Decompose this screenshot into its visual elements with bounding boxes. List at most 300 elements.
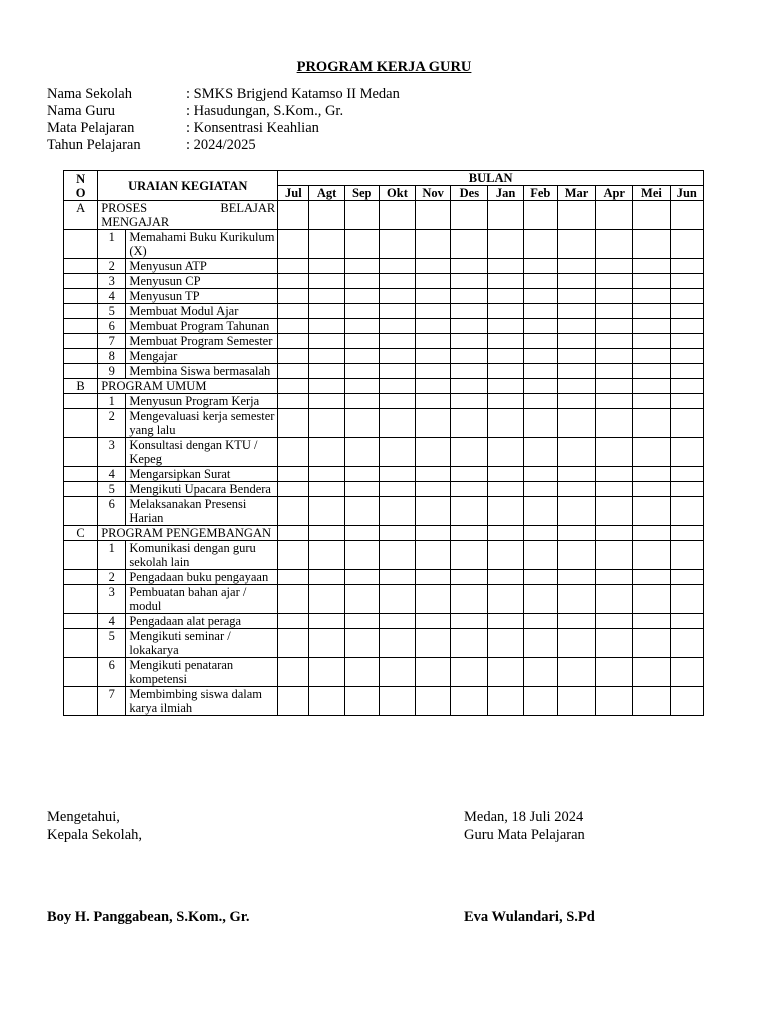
activity-text: Membimbing siswa dalam karya ilmiah — [126, 687, 278, 716]
bulan-header: BULAN — [278, 171, 704, 186]
left-line1: Mengetahui, — [47, 809, 120, 825]
month-cell — [379, 289, 415, 304]
month-cell — [416, 304, 451, 319]
month-cell — [451, 658, 488, 687]
activity-row — [64, 304, 704, 319]
month-cell — [633, 364, 670, 379]
activity-number: 4 — [98, 289, 126, 304]
month-cell — [278, 364, 309, 379]
month-cell — [523, 394, 557, 409]
month-cell — [278, 614, 309, 629]
month-cell — [488, 334, 523, 349]
month-cell — [451, 482, 488, 497]
right-line1: Medan, 18 Juli 2024 — [464, 809, 584, 825]
month-cell — [670, 409, 703, 438]
month-cell — [488, 570, 523, 585]
month-cell — [557, 274, 595, 289]
activity-text: Membina Siswa bermasalah — [126, 364, 278, 379]
month-cell — [451, 687, 488, 716]
month-cell — [416, 467, 451, 482]
month-cell — [344, 658, 379, 687]
month-cell — [670, 482, 703, 497]
month-cell — [309, 379, 344, 394]
month-cell — [633, 467, 670, 482]
month-cell — [278, 349, 309, 364]
month-cell — [557, 334, 595, 349]
month-cell — [523, 334, 557, 349]
month-cell — [488, 319, 523, 334]
month-cell — [309, 658, 344, 687]
empty-cell — [64, 274, 98, 289]
month-cell — [596, 585, 633, 614]
month-cell — [278, 526, 309, 541]
month-cell — [278, 438, 309, 467]
month-cell — [278, 482, 309, 497]
month-header: Nov — [416, 186, 451, 201]
empty-cell — [64, 629, 98, 658]
section-letter: B — [64, 379, 98, 394]
month-cell — [596, 541, 633, 570]
info-label: Nama Sekolah — [47, 86, 132, 102]
month-cell — [309, 394, 344, 409]
month-cell — [416, 379, 451, 394]
month-cell — [451, 467, 488, 482]
activity-row — [64, 658, 704, 687]
activity-text: Menyusun TP — [126, 289, 278, 304]
month-cell — [309, 629, 344, 658]
info-label: Mata Pelajaran — [47, 120, 135, 136]
month-cell — [557, 438, 595, 467]
month-cell — [523, 482, 557, 497]
month-cell — [451, 201, 488, 230]
activity-number: 7 — [98, 334, 126, 349]
month-cell — [670, 274, 703, 289]
month-cell — [596, 319, 633, 334]
month-cell — [416, 364, 451, 379]
month-cell — [344, 319, 379, 334]
month-cell — [379, 438, 415, 467]
section-row — [64, 526, 704, 541]
empty-cell — [64, 289, 98, 304]
month-cell — [633, 289, 670, 304]
month-cell — [633, 497, 670, 526]
month-cell — [451, 526, 488, 541]
month-cell — [633, 319, 670, 334]
month-cell — [488, 349, 523, 364]
month-cell — [309, 438, 344, 467]
month-header: Des — [451, 186, 488, 201]
month-cell — [633, 259, 670, 274]
month-cell — [488, 379, 523, 394]
activity-row — [64, 585, 704, 614]
activity-number: 6 — [98, 658, 126, 687]
month-cell — [278, 409, 309, 438]
month-cell — [596, 497, 633, 526]
month-cell — [670, 497, 703, 526]
month-cell — [670, 230, 703, 259]
month-cell — [557, 497, 595, 526]
info-row — [47, 103, 400, 120]
month-cell — [633, 201, 670, 230]
month-cell — [278, 658, 309, 687]
month-cell — [523, 349, 557, 364]
month-cell — [596, 259, 633, 274]
signature-right — [464, 808, 585, 844]
month-cell — [379, 614, 415, 629]
info-label: Tahun Pelajaran — [47, 137, 141, 153]
month-cell — [670, 541, 703, 570]
activity-text: Pengadaan alat peraga — [126, 614, 278, 629]
month-cell — [670, 614, 703, 629]
month-cell — [633, 658, 670, 687]
month-cell — [278, 274, 309, 289]
month-cell — [344, 289, 379, 304]
activity-number: 5 — [98, 304, 126, 319]
activity-number: 9 — [98, 364, 126, 379]
month-cell — [596, 482, 633, 497]
month-cell — [379, 629, 415, 658]
month-cell — [451, 570, 488, 585]
month-cell — [344, 304, 379, 319]
activity-text: Mengikuti penataran kompetensi — [126, 658, 278, 687]
month-header: Okt — [379, 186, 415, 201]
month-cell — [488, 541, 523, 570]
month-cell — [557, 467, 595, 482]
month-cell — [379, 319, 415, 334]
activity-number: 4 — [98, 467, 126, 482]
month-cell — [344, 585, 379, 614]
month-cell — [344, 629, 379, 658]
month-cell — [309, 304, 344, 319]
month-cell — [309, 467, 344, 482]
month-cell — [344, 438, 379, 467]
month-cell — [633, 438, 670, 467]
month-cell — [379, 687, 415, 716]
month-cell — [670, 629, 703, 658]
month-cell — [309, 201, 344, 230]
activity-text: Pengadaan buku pengayaan — [126, 570, 278, 585]
month-cell — [416, 289, 451, 304]
month-cell — [488, 526, 523, 541]
month-cell — [523, 658, 557, 687]
empty-cell — [64, 364, 98, 379]
month-cell — [670, 319, 703, 334]
month-cell — [344, 230, 379, 259]
month-cell — [416, 570, 451, 585]
month-cell — [416, 687, 451, 716]
month-cell — [488, 230, 523, 259]
activity-text: Membuat Program Semester — [126, 334, 278, 349]
no-header: N O — [64, 171, 98, 201]
month-cell — [488, 289, 523, 304]
month-cell — [596, 629, 633, 658]
month-cell — [596, 467, 633, 482]
activity-number: 5 — [98, 482, 126, 497]
month-cell — [557, 482, 595, 497]
month-cell — [488, 274, 523, 289]
month-cell — [670, 467, 703, 482]
empty-cell — [64, 658, 98, 687]
month-cell — [379, 394, 415, 409]
month-cell — [379, 259, 415, 274]
month-cell — [344, 394, 379, 409]
activity-text: Menyusun ATP — [126, 259, 278, 274]
month-cell — [557, 541, 595, 570]
month-cell — [633, 334, 670, 349]
month-cell — [670, 379, 703, 394]
left-line2: Kepala Sekolah, — [47, 827, 143, 843]
month-cell — [416, 482, 451, 497]
month-cell — [557, 394, 595, 409]
month-cell — [488, 409, 523, 438]
section-title: PROSES BELAJAR MENGAJAR — [98, 201, 278, 230]
month-cell — [557, 289, 595, 304]
month-cell — [451, 409, 488, 438]
activity-row — [64, 230, 704, 259]
month-cell — [379, 364, 415, 379]
month-cell — [416, 349, 451, 364]
month-cell — [633, 541, 670, 570]
month-cell — [557, 629, 595, 658]
activity-text: Menyusun Program Kerja — [126, 394, 278, 409]
month-cell — [309, 230, 344, 259]
month-cell — [670, 687, 703, 716]
activity-row — [64, 629, 704, 658]
activity-row — [64, 289, 704, 304]
month-cell — [670, 334, 703, 349]
month-cell — [523, 585, 557, 614]
month-cell — [451, 289, 488, 304]
empty-cell — [64, 304, 98, 319]
month-cell — [523, 438, 557, 467]
month-cell — [596, 334, 633, 349]
month-cell — [344, 201, 379, 230]
month-cell — [596, 614, 633, 629]
month-cell — [344, 349, 379, 364]
activity-number: 8 — [98, 349, 126, 364]
month-cell — [488, 629, 523, 658]
month-cell — [309, 334, 344, 349]
month-cell — [523, 379, 557, 394]
month-cell — [670, 201, 703, 230]
month-cell — [557, 570, 595, 585]
month-cell — [416, 259, 451, 274]
month-cell — [451, 438, 488, 467]
month-cell — [633, 614, 670, 629]
info-value: : 2024/2025 — [186, 137, 256, 153]
month-cell — [596, 570, 633, 585]
month-cell — [488, 364, 523, 379]
month-header: Agt — [309, 186, 344, 201]
activity-row — [64, 614, 704, 629]
activity-text: Mengikuti Upacara Bendera — [126, 482, 278, 497]
month-cell — [309, 482, 344, 497]
info-block — [47, 86, 400, 154]
month-cell — [670, 438, 703, 467]
month-cell — [523, 467, 557, 482]
month-cell — [488, 614, 523, 629]
month-cell — [379, 379, 415, 394]
month-cell — [596, 349, 633, 364]
month-cell — [488, 467, 523, 482]
month-cell — [344, 409, 379, 438]
info-row — [47, 137, 400, 154]
month-cell — [633, 379, 670, 394]
empty-cell — [64, 409, 98, 438]
activity-number: 7 — [98, 687, 126, 716]
month-cell — [309, 526, 344, 541]
month-cell — [523, 274, 557, 289]
month-cell — [416, 334, 451, 349]
month-cell — [596, 409, 633, 438]
month-cell — [557, 409, 595, 438]
empty-cell — [64, 349, 98, 364]
month-cell — [416, 614, 451, 629]
month-cell — [451, 379, 488, 394]
month-header: Jan — [488, 186, 523, 201]
month-cell — [451, 334, 488, 349]
section-letter: A — [64, 201, 98, 230]
month-cell — [488, 438, 523, 467]
month-cell — [309, 409, 344, 438]
month-cell — [596, 230, 633, 259]
month-cell — [309, 687, 344, 716]
month-cell — [523, 687, 557, 716]
month-cell — [278, 289, 309, 304]
month-cell — [633, 349, 670, 364]
month-cell — [557, 201, 595, 230]
activity-row — [64, 319, 704, 334]
month-cell — [416, 438, 451, 467]
month-cell — [557, 379, 595, 394]
month-cell — [309, 570, 344, 585]
month-cell — [596, 289, 633, 304]
month-cell — [379, 526, 415, 541]
month-cell — [344, 482, 379, 497]
month-cell — [344, 497, 379, 526]
activity-row — [64, 570, 704, 585]
month-cell — [344, 526, 379, 541]
month-cell — [557, 259, 595, 274]
month-cell — [416, 230, 451, 259]
activity-text: Mengevaluasi kerja semester yang lalu — [126, 409, 278, 438]
month-cell — [523, 319, 557, 334]
activity-row — [64, 409, 704, 438]
month-cell — [379, 304, 415, 319]
month-cell — [451, 585, 488, 614]
month-cell — [416, 409, 451, 438]
month-cell — [633, 304, 670, 319]
month-cell — [557, 585, 595, 614]
month-cell — [309, 349, 344, 364]
activity-row — [64, 687, 704, 716]
activity-text: Membuat Modul Ajar — [126, 304, 278, 319]
month-cell — [596, 364, 633, 379]
month-cell — [344, 614, 379, 629]
month-cell — [278, 629, 309, 658]
info-value: : SMKS Brigjend Katamso II Medan — [186, 86, 400, 102]
empty-cell — [64, 570, 98, 585]
month-cell — [379, 570, 415, 585]
month-cell — [278, 570, 309, 585]
month-cell — [557, 687, 595, 716]
month-cell — [557, 364, 595, 379]
month-cell — [523, 364, 557, 379]
activity-number: 1 — [98, 394, 126, 409]
month-cell — [596, 274, 633, 289]
month-cell — [557, 349, 595, 364]
activity-text: Komunikasi dengan guru sekolah lain — [126, 541, 278, 570]
activity-number: 6 — [98, 497, 126, 526]
month-cell — [633, 526, 670, 541]
month-cell — [451, 349, 488, 364]
empty-cell — [64, 687, 98, 716]
activity-row — [64, 334, 704, 349]
section-letter: C — [64, 526, 98, 541]
month-cell — [379, 541, 415, 570]
activity-row — [64, 394, 704, 409]
activity-number: 3 — [98, 585, 126, 614]
month-cell — [379, 467, 415, 482]
activity-text: Mengikuti seminar / lokakarya — [126, 629, 278, 658]
month-cell — [416, 658, 451, 687]
month-cell — [451, 259, 488, 274]
month-cell — [278, 230, 309, 259]
section-title: PROGRAM PENGEMBANGAN — [98, 526, 278, 541]
month-cell — [278, 319, 309, 334]
activity-text: Pembuatan bahan ajar / modul — [126, 585, 278, 614]
month-cell — [488, 201, 523, 230]
month-cell — [416, 585, 451, 614]
month-cell — [488, 259, 523, 274]
month-cell — [670, 526, 703, 541]
activity-text: Membuat Program Tahunan — [126, 319, 278, 334]
month-header: Sep — [344, 186, 379, 201]
month-cell — [451, 364, 488, 379]
activity-row — [64, 467, 704, 482]
uraian-header: URAIAN KEGIATAN — [98, 171, 278, 201]
month-cell — [596, 304, 633, 319]
month-cell — [278, 394, 309, 409]
right-line2: Guru Mata Pelajaran — [464, 827, 585, 843]
activity-number: 2 — [98, 409, 126, 438]
empty-cell — [64, 394, 98, 409]
month-cell — [344, 364, 379, 379]
month-cell — [670, 259, 703, 274]
activity-number: 5 — [98, 629, 126, 658]
empty-cell — [64, 230, 98, 259]
section-row — [64, 201, 704, 230]
month-cell — [557, 230, 595, 259]
section-title: PROGRAM UMUM — [98, 379, 278, 394]
month-header: Apr — [596, 186, 633, 201]
month-cell — [523, 614, 557, 629]
empty-cell — [64, 585, 98, 614]
month-cell — [523, 201, 557, 230]
month-cell — [379, 201, 415, 230]
month-cell — [557, 614, 595, 629]
month-cell — [344, 274, 379, 289]
month-cell — [633, 482, 670, 497]
month-cell — [523, 230, 557, 259]
month-cell — [670, 570, 703, 585]
empty-cell — [64, 319, 98, 334]
activity-row — [64, 259, 704, 274]
month-cell — [488, 585, 523, 614]
month-cell — [278, 304, 309, 319]
month-cell — [379, 409, 415, 438]
activity-row — [64, 364, 704, 379]
